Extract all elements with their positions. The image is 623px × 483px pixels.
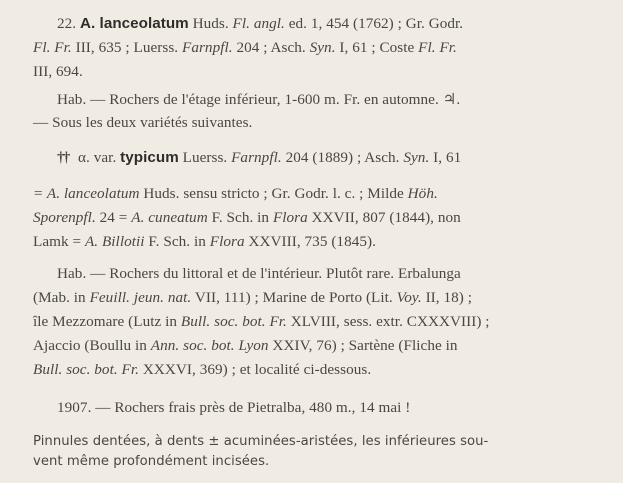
species-ref-detail: ed. 1, 454 (1762) ; Gr. Godr. xyxy=(284,15,464,32)
ref-title: Bull. soc. bot. Fr. xyxy=(33,361,139,378)
synonym-detail: F. Sch. in xyxy=(207,209,273,226)
ref-title: Bull. soc. bot. Fr. xyxy=(180,313,287,330)
variety-habitat-line-2 xyxy=(33,288,472,308)
species-author: Huds. xyxy=(188,15,233,32)
synonym-name: = A. lanceolatum xyxy=(33,185,140,202)
habitat-detail: II, 18) ; xyxy=(421,289,472,306)
habitat-detail: Ajaccio (Boullu in xyxy=(33,337,151,354)
habitat-detail: VII, 111) ; Marine de Porto (Lit. xyxy=(191,289,397,306)
ref-title: Syn. xyxy=(309,39,336,56)
variety-habitat-line-5 xyxy=(33,360,371,380)
variety-habitat-line-1: Hab. — Rochers du littoral et de l'intérieur. Plutôt rare. Erbalunga xyxy=(57,265,461,282)
variety-author: Luerss. xyxy=(178,149,232,166)
synonym-line-1 xyxy=(33,184,438,204)
synonym-name: A. Billotii xyxy=(84,233,145,250)
ref-title: Ann. soc. bot. Lyon xyxy=(150,337,269,354)
ref-title: Syn. xyxy=(403,149,430,166)
species-name: A. lanceolatum xyxy=(80,15,189,32)
ref-title: Höh. xyxy=(407,185,438,202)
ref-detail: III, 635 ; Luerss. xyxy=(71,39,182,56)
habitat-detail: XXIV, 76) ; Sartène (Fliche in xyxy=(268,337,458,354)
synonym-line-2 xyxy=(33,208,461,228)
variety-habitat-line-4 xyxy=(33,336,458,356)
synonym-detail: XXVII, 807 (1844), non xyxy=(307,209,461,226)
ref-title: Sporenpfl. xyxy=(33,209,96,226)
synonym-detail: F. Sch. in xyxy=(144,233,210,250)
species-header-line xyxy=(57,14,612,34)
ref-title: Farnpfl. xyxy=(231,149,282,166)
synonym-detail: XXVIII, 735 (1845). xyxy=(244,233,376,250)
dagger-symbol: †† xyxy=(57,149,69,166)
ref-title: Flora xyxy=(209,233,245,250)
species-ref: Fl. angl. xyxy=(232,15,285,32)
ref-title: Fl. Fr. xyxy=(418,39,457,56)
synonym-name: A. cuneatum xyxy=(131,209,208,226)
variety-habitat-line-3 xyxy=(33,312,490,332)
variety-greek: α. var. xyxy=(78,149,117,166)
habitat-detail: XLVIII, sess. extr. CXXXVIII) ; xyxy=(286,313,490,330)
species-ref-line-3: III, 694. xyxy=(33,63,83,80)
ref-title: Farnpfl. xyxy=(182,39,233,56)
ref-title: Voy. xyxy=(396,289,422,306)
ref-title: Flora xyxy=(272,209,308,226)
ref-title: Feuill. jeun. nat. xyxy=(89,289,192,306)
ref-detail: I, 61 ; Coste xyxy=(335,39,419,56)
species-habitat: Hab. — Rochers de l'étage inférieur, 1-600 m. Fr. en automne. ♃. xyxy=(57,91,461,108)
habitat-detail: XXXVI, 369) ; et localité ci-dessous. xyxy=(139,361,372,378)
note-line-1: Pinnules dentées, à dents ± acuminées-aristées, les inférieures sou- xyxy=(33,434,489,449)
collection-record: 1907. — Rochers frais près de Pietralba, 480 m., 14 mai ! xyxy=(57,399,411,416)
species-ref-line-2 xyxy=(33,38,457,58)
synonym-detail: Lamk = xyxy=(33,233,85,250)
synonym-detail: 24 = xyxy=(95,209,132,226)
note-line-2: vent même profondément incisées. xyxy=(33,454,270,469)
ref-title: Fl. Fr. xyxy=(33,39,72,56)
synonym-detail: Huds. sensu stricto ; Gr. Godr. l. c. ; Milde xyxy=(139,185,408,202)
habitat-detail: île Mezzomare (Lutz in xyxy=(33,313,181,330)
species-habitat-cont: — Sous les deux variétés suivantes. xyxy=(33,114,253,131)
variety-header-line xyxy=(57,148,461,168)
ref-detail: 204 (1889) ; Asch. xyxy=(281,149,404,166)
ref-detail: I, 61 xyxy=(429,149,462,166)
habitat-detail: (Mab. in xyxy=(33,289,90,306)
variety-name: typicum xyxy=(120,149,179,166)
synonym-line-3 xyxy=(33,232,376,252)
species-number: 22. xyxy=(57,15,77,32)
ref-detail: 204 ; Asch. xyxy=(232,39,310,56)
